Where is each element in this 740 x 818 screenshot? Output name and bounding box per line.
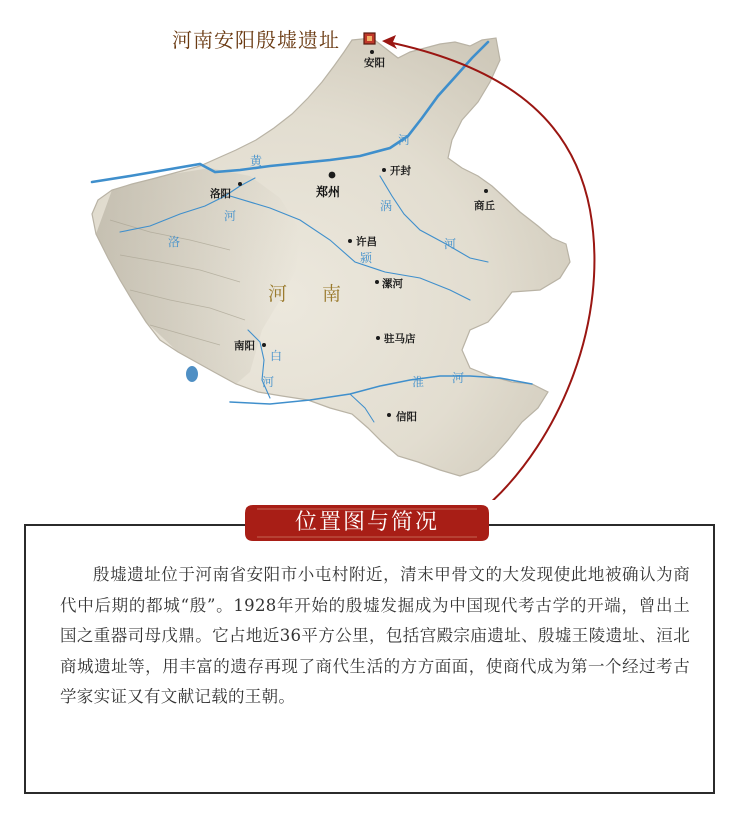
- city-label-shangqiu: 商丘: [474, 200, 495, 212]
- luohe-marker: [375, 280, 379, 284]
- province-label-he: 河: [268, 283, 288, 305]
- anyang-marker: [370, 50, 374, 54]
- river-label-bai-2: 河: [262, 375, 275, 389]
- river-label-huang-2: 河: [398, 133, 411, 147]
- river-label-luo-1: 河: [224, 209, 237, 223]
- zhumadian-marker: [376, 336, 380, 340]
- river-label-bai-1: 白: [270, 349, 283, 363]
- city-label-zhengzhou: 郑州: [316, 185, 341, 199]
- xinyang-marker: [387, 413, 391, 417]
- city-label-nanyang: 南阳: [234, 340, 255, 352]
- info-body: 殷墟遗址位于河南省安阳市小屯村附近，清末甲骨文的大发现使此地被确认为商代中后期的都城“殷”。1928年开始的殷墟发掘成为中国现代考古学的开端，曾出土国之重器司母戊鼎。它占地近36平方公里，包括宫殿宗庙遗址、殷墟王陵遗址、洹北商城遗址等，用丰富的遗存再现了商代生活的方方面面，使商代成为第一个经过考古学家实证又有文献记载的王朝。: [60, 565, 690, 706]
- river-label-wo-1: 涡: [380, 199, 393, 213]
- city-label-xuchang: 许昌: [356, 236, 377, 248]
- city-label-xinyang: 信阳: [396, 411, 417, 423]
- river-label-wo-2: 河: [444, 237, 457, 251]
- river-label-huai-1: 淮: [412, 375, 425, 389]
- danjiangkou-reservoir: [186, 366, 198, 382]
- zhengzhou-marker: [329, 172, 336, 179]
- luoyang-marker: [238, 182, 242, 186]
- kaifeng-marker: [382, 168, 386, 172]
- info-heading: 位置图与简况: [294, 510, 439, 535]
- river-label-ying: 颍: [360, 251, 373, 265]
- xuchang-marker: [348, 239, 352, 243]
- nanyang-marker: [262, 343, 266, 347]
- city-label-luoyang: 洛阳: [210, 188, 231, 200]
- site-marker-inner: [367, 36, 372, 41]
- river-label-luo-2: 洛: [168, 235, 181, 249]
- city-label-zhumadian: 驻马店: [384, 333, 416, 345]
- river-label-huang-1: 黄: [250, 154, 263, 168]
- shangqiu-marker: [484, 189, 488, 193]
- province-label-nan: 南: [322, 283, 342, 305]
- city-label-luohe: 漯河: [382, 278, 403, 290]
- city-label-kaifeng: 开封: [390, 165, 411, 177]
- site-title: 河南安阳殷墟遗址: [172, 28, 340, 52]
- city-label-anyang: 安阳: [364, 57, 385, 69]
- river-label-huai-2: 河: [452, 371, 465, 385]
